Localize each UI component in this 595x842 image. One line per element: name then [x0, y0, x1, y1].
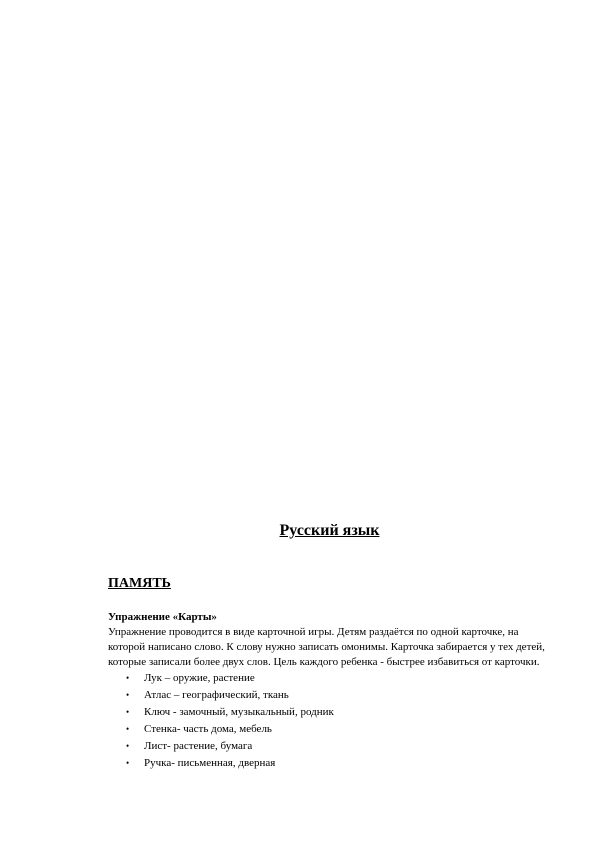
bullet-icon: • [126, 724, 130, 734]
bullet-icon: • [126, 707, 130, 717]
bullet-icon: • [126, 741, 130, 751]
list-item [108, 755, 553, 772]
bullet-icon: • [126, 673, 130, 683]
bullet-icon: • [126, 758, 130, 768]
list-item-text: Ручка- письменная, дверная [144, 757, 276, 769]
list-item [108, 721, 553, 738]
list-item-text: Ключ - замочный, музыкальный, родник [144, 706, 334, 718]
section-heading: ПАМЯТЬ [108, 576, 171, 591]
list-item [108, 670, 553, 687]
list-item-text: Лист- растение, бумага [144, 740, 253, 752]
exercise-block [108, 610, 553, 772]
list-item-text: Лук – оружие, растение [144, 672, 255, 684]
list-item [108, 687, 553, 704]
list-item [108, 738, 553, 755]
exercise-description: Упражнение проводится в виде карточной игры. Детям раздаётся по одной карточке, на которой написано слово. К слову нужно записать омонимы. Карточка забирается у тех детей, которые записали более двух слов. Цель каждого ребенка - быстрее избавиться от карточки. [108, 626, 545, 668]
page-title: Русский язык [279, 522, 380, 539]
bullet-icon: • [126, 690, 130, 700]
list-item-text: Стенка- часть дома, мебель [144, 723, 272, 735]
list-item-text: Атлас – географический, ткань [144, 689, 289, 701]
homonym-list [108, 670, 553, 772]
exercise-title: Упражнение «Карты» [108, 611, 217, 623]
list-item [108, 704, 553, 721]
